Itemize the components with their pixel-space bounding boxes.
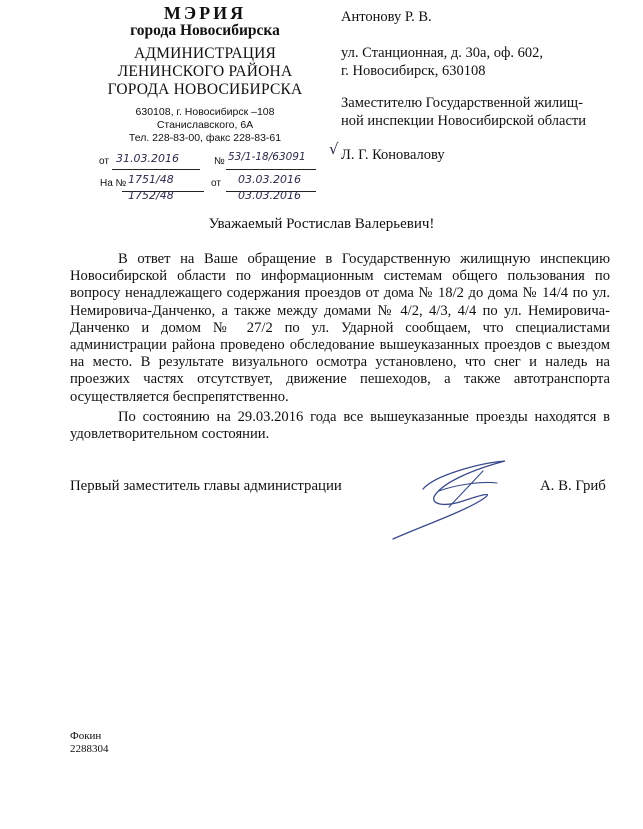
- reg-num-value: 53/1-18/63091: [228, 151, 306, 163]
- letterhead-admin-line-3: ГОРОДА НОВОСИБИРСКА: [107, 81, 303, 98]
- body-paragraph-2: По состоянию на 29.03.2016 года все вышеуказанные проезды находятся в удовлетворительном состоянии.: [70, 409, 610, 443]
- second-recipient-title-2: ной инспекции Новосибирской области: [341, 113, 587, 129]
- recipient-name: Антонову Р. В.: [341, 9, 432, 25]
- check-mark: √: [329, 140, 339, 158]
- letterhead-admin-line-1: АДМИНИСТРАЦИЯ: [133, 45, 277, 62]
- executor-name: Фокин: [70, 730, 102, 742]
- letterhead-city: города Новосибирска: [130, 22, 280, 39]
- reg-ref-date-label: от: [211, 178, 221, 189]
- reg-from-label: от: [99, 156, 109, 167]
- recipient-address-line-2: г. Новосибирск, 630108: [341, 63, 486, 79]
- letterhead-address-line-2: Станиславского, 6А: [156, 119, 254, 131]
- reg-from-date: 31.03.2016: [116, 152, 179, 165]
- executor-phone: 2288304: [70, 743, 109, 755]
- reg-ref-date-1: 03.03.2016: [238, 173, 301, 186]
- letterhead-address-line-1: 630108, г. Новосибирск –108: [135, 106, 275, 118]
- reg-ref-date-2: 03.03.2016: [238, 189, 301, 202]
- reg-num-label: №: [214, 156, 225, 167]
- signatory-name: А. В. Гриб: [540, 478, 606, 494]
- reg-ref-label: На №: [100, 178, 127, 189]
- letterhead-mayor: МЭРИЯ: [163, 3, 247, 23]
- letterhead-admin-line-2: ЛЕНИНСКОГО РАЙОНА: [117, 63, 293, 80]
- letterhead-phone-fax: Тел. 228-83-00, факс 228-83-61: [128, 132, 282, 144]
- second-recipient-name: Л. Г. Коновалову: [341, 147, 445, 163]
- recipient-address-line-1: ул. Станционная, д. 30а, оф. 602,: [341, 45, 544, 61]
- salutation: Уважаемый Ростислав Валерьевич!: [208, 216, 435, 232]
- reg-num-underline: [226, 169, 316, 170]
- second-recipient-title-1: Заместителю Государственной жилищ-: [341, 95, 583, 111]
- reg-ref-value-2: 1752/48: [128, 189, 174, 202]
- signatory-position: Первый заместитель главы администрации: [70, 478, 342, 494]
- handwritten-signature: [385, 455, 535, 545]
- body-paragraph-1: В ответ на Ваше обращение в Государственную жилищную инспекцию Новосибирской области по информационным системам общего пользования по вопросу ненадлежащего содержания проездов от дома № 18/2 до дома № 14/4 по ул. Немировича-Данченко, а также между домами № 4/2, 4/3, 4/4 по ул. Немировича-Данченко и домом № 27/2 по ул. Ударной сообщаем, что специалистами администрации района проведено обследование вышеуказанных проездов с выездом на место. В результате визуального осмотра установлено, что снег и наледь на проезжих частях отсутствует, движение пешеходов, а также автотранспорта осуществляется беспрепятственно.: [70, 251, 610, 405]
- reg-from-underline: [112, 169, 200, 170]
- reg-ref-value-1: 1751/48: [128, 173, 174, 186]
